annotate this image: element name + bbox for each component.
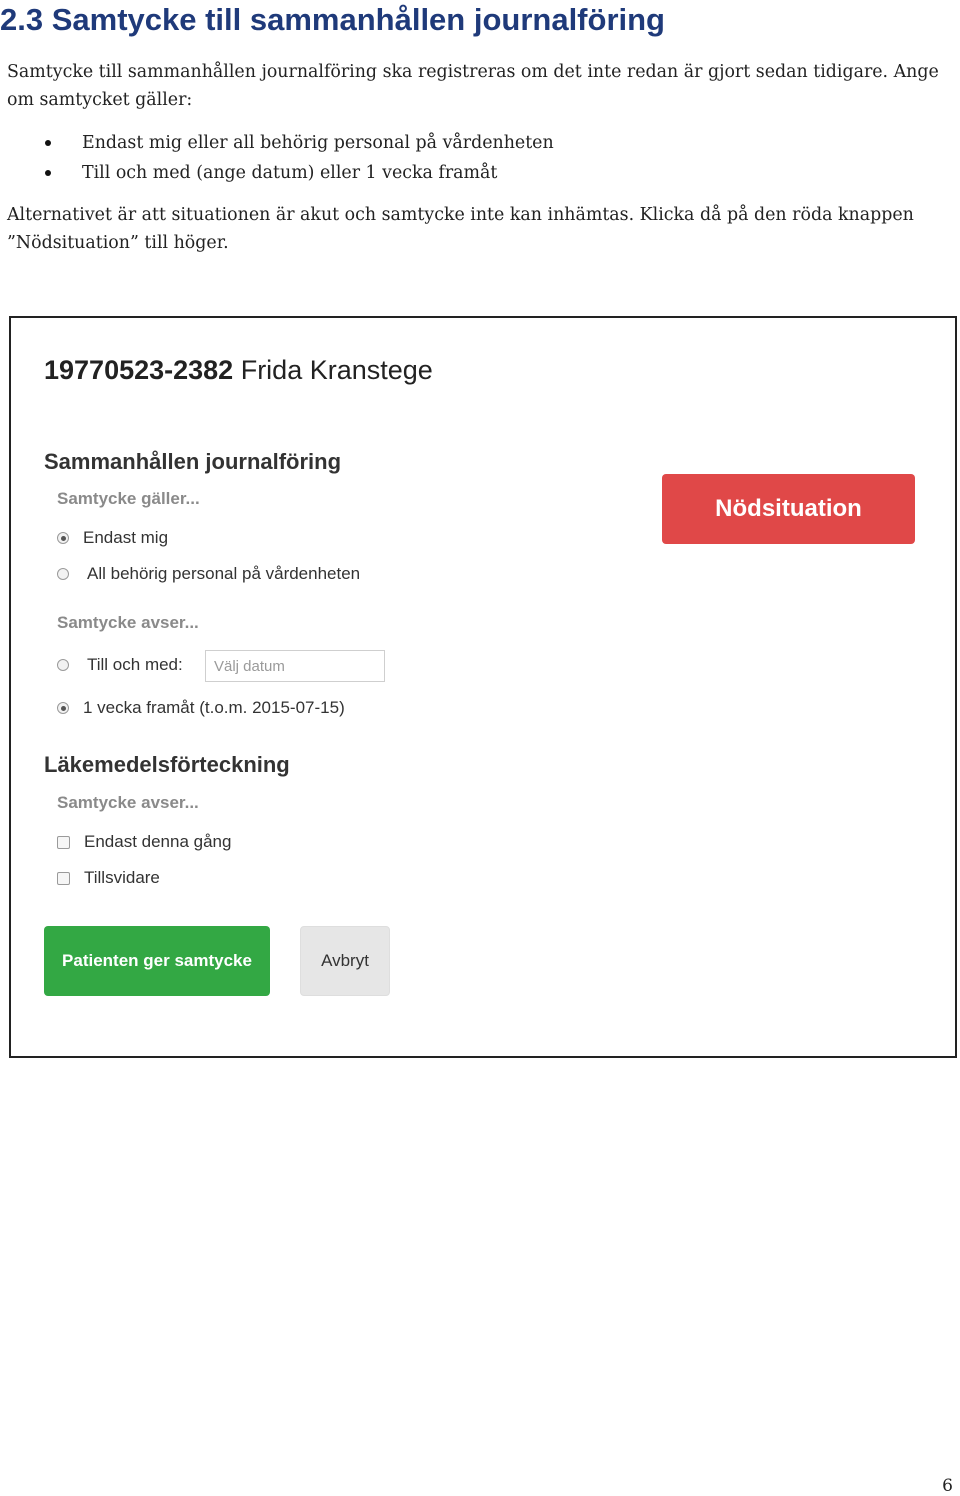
radio-label: Till och med: xyxy=(87,655,183,674)
consent-dialog-screenshot xyxy=(9,316,957,1058)
radio-selected-icon[interactable] xyxy=(57,532,69,544)
emergency-button[interactable]: Nödsituation xyxy=(662,474,915,544)
intro-paragraph: Samtycke till sammanhållen journalföring ska registreras om det inte redan är gjort sedan tidigare. Ange om samtycket gäller: xyxy=(7,62,939,110)
section-title-medication: Läkemedelsförteckning xyxy=(44,752,290,777)
radio-unselected-icon[interactable] xyxy=(57,659,69,671)
checkbox-label: Tillsvidare xyxy=(84,868,160,887)
bullet-item xyxy=(0,128,900,158)
radio-unselected-icon[interactable] xyxy=(57,568,69,580)
radio-only-me[interactable] xyxy=(57,527,168,549)
document-heading: 2.3 Samtycke till sammanhållen journalföring xyxy=(0,2,665,37)
applies-label: Samtycke gäller... xyxy=(57,489,200,508)
radio-label: All behörig personal på vårdenheten xyxy=(87,564,361,583)
checkbox-only-this-time[interactable] xyxy=(57,831,231,853)
patient-header xyxy=(44,352,433,388)
date-input[interactable] xyxy=(205,650,385,682)
patient-id: 19770523-2382 xyxy=(44,355,234,385)
bullet-dot-icon xyxy=(45,140,51,146)
radio-label: Endast mig xyxy=(83,528,169,547)
radio-label: 1 vecka framåt (t.o.m. 2015-07-15) xyxy=(83,698,345,717)
radio-selected-icon[interactable] xyxy=(57,702,69,714)
section-title-journal: Sammanhållen journalföring xyxy=(44,449,342,474)
radio-until-date[interactable] xyxy=(57,654,183,676)
checkbox-icon[interactable] xyxy=(57,836,70,849)
radio-all-staff[interactable] xyxy=(57,563,360,585)
medication-scope-label: Samtycke avser... xyxy=(57,793,199,812)
radio-one-week[interactable] xyxy=(57,697,345,719)
bullet-list xyxy=(0,128,900,188)
bullet-text: Till och med (ange datum) eller 1 vecka framåt xyxy=(82,163,498,183)
alternative-paragraph: Alternativet är att situationen är akut och samtycke inte kan inhämtas. Klicka då på den röda knappen ”Nödsituation” till höger. xyxy=(7,205,914,253)
patient-name: Frida Kranstege xyxy=(240,355,433,385)
bullet-text: Endast mig eller all behörig personal på vårdenheten xyxy=(82,133,554,153)
patient-consents-button[interactable]: Patienten ger samtycke xyxy=(44,926,270,996)
checkbox-until-further[interactable] xyxy=(57,867,160,889)
scope-label: Samtycke avser... xyxy=(57,613,199,632)
checkbox-icon[interactable] xyxy=(57,872,70,885)
page-number: 6 xyxy=(942,1476,953,1496)
cancel-button[interactable]: Avbryt xyxy=(300,926,390,996)
bullet-dot-icon xyxy=(45,170,51,176)
bullet-item xyxy=(0,158,900,188)
checkbox-label: Endast denna gång xyxy=(84,832,232,851)
